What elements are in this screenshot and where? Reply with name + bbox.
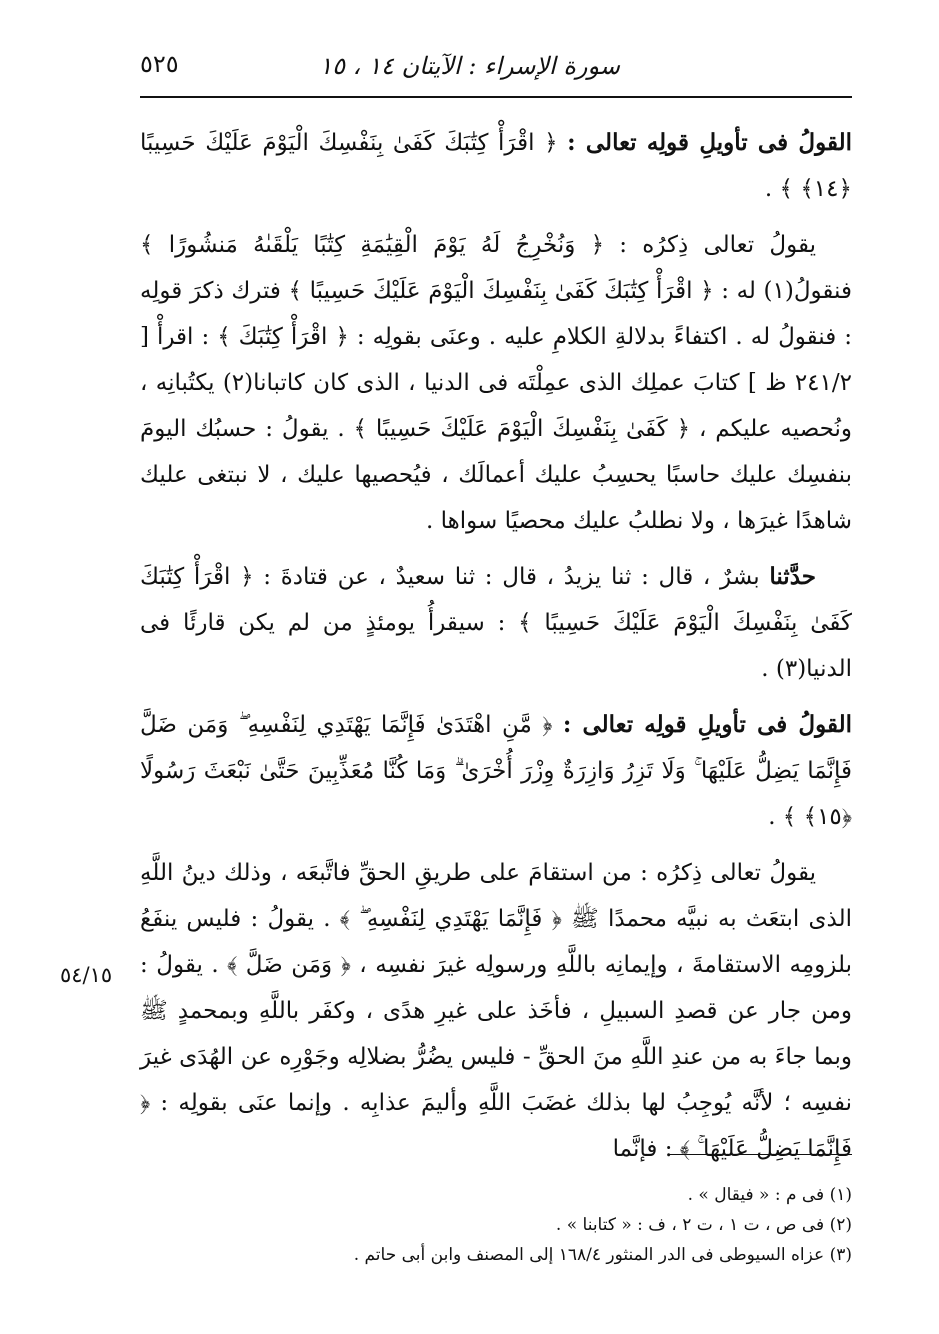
paragraph-text: ﴿ اقْرَأْ كِتَٰبَكَ كَفَىٰ بِنَفْسِكَ الْيَوْمَ عَلَيْكَ حَسِيبًا ﴿١٤﴾ ﴾ . [140, 130, 852, 202]
commentary-paragraph-2 [140, 850, 852, 1172]
paragraph-text: ﴿ مَّنِ اهْتَدَىٰ فَإِنَّمَا يَهْتَدِي لِنَفْسِهِ ۖ وَمَن ضَلَّ فَإِنَّمَا يَضِلُّ عَلَيْهَا ۚ وَلَا تَزِرُ وَازِرَةٌ وِزْرَ أُخْرَىٰ ۗ وَمَا كُنَّا مُعَذِّبِينَ حَتَّىٰ نَبْعَثَ رَسُولًا ﴿١٥﴾ ﴾ . [140, 712, 853, 830]
section-heading-paragraph-2 [140, 702, 852, 840]
footnote-2: (٢) فى ص ، ت ١ ، ت ٢ ، ف : « كتابنا » . [555, 1215, 852, 1235]
commentary-paragraph-1 [140, 222, 852, 544]
footnote-1: (١) فى م : « فيقال » . [687, 1185, 852, 1205]
narration-lead: حدَّثنا [769, 563, 816, 590]
footnote-3: (٣) عزاه السيوطى فى الدر المنثور ١٦٨/٤ إلى المصنف وابن أبى حاتم . [353, 1245, 852, 1265]
footnote-rule [670, 1154, 852, 1155]
margin-reference: ٥٤/١٥ [60, 963, 113, 987]
section-heading: القولُ فى تأويلِ قولِه تعالى : [562, 711, 852, 738]
header-rule [140, 96, 852, 98]
running-header-title: سورة الإسراء : الآيتان ١٤ ، ١٥ [319, 52, 620, 80]
section-heading-paragraph-1 [140, 120, 852, 212]
page-number: ٥٢٥ [140, 50, 179, 78]
narration-paragraph [140, 554, 852, 692]
main-text [140, 120, 852, 1182]
footnotes [140, 1180, 852, 1270]
paragraph-text: يقولُ تعالى ذِكرُه : ﴿ وَنُخْرِجُ لَهُ يَوْمَ الْقِيَٰمَةِ كِتَٰبًا يَلْقَىٰهُ مَنشُورًا ﴾ فنقولُ(١) له : ﴿ اقْرَأْ كِتَٰبَكَ كَفَىٰ بِنَفْسِكَ الْيَوْمَ عَلَيْكَ حَسِيبًا ﴾ فترك ذكرَ قولِه : فنقولُ له . اكتفاءً بدلالةِ الكلامِ عليه . وعنَى بقولِه : ﴿ اقْرَأْ كِتَٰبَكَ ﴾ : اقرأْ [ ٢٤١/٢ ظ ] كتابَ عملِك الذى عمِلْتَه فى الدنيا ، الذى كان كاتبانا(٢) يكتُبانِه ، ونُحصيه عليكم ، ﴿ كَفَىٰ بِنَفْسِكَ الْيَوْمَ عَلَيْكَ حَسِيبًا ﴾ . يقولُ : حسبُك اليومَ بنفسِك عليك حاسبًا يحسِبُ عليك أعمالَك ، فيُحصيها عليك ، لا نبتغى عليك شاهدًا غيرَها ، ولا نطلبُ عليك محصيًا سواها . [140, 232, 852, 534]
paragraph-text: يقولُ تعالى ذِكرُه : من استقامَ على طريقِ الحقِّ فاتَّبعَه ، وذلك دينُ اللَّهِ الذى ابتعَث به نبيَّه محمدًا ﷺ ﴿ فَإِنَّمَا يَهْتَدِي لِنَفْسِهِ ۖ ﴾ . يقولُ : فليس ينفَعُ بلزومِه الاستقامةَ ، وإيمانِه باللَّهِ ورسولِه غيرَ نفسِه ، ﴿ وَمَن ضَلَّ ﴾ . يقولُ : ومن جار عن قصدِ السبيلِ ، فأخَذ على غيرِ هدًى ، وكفَر باللَّهِ وبمحمدٍ ﷺ وبما جاءَ به من عندِ اللَّهِ منَ الحقِّ - فليس يضُرُّ بضلالِه وجَوْرِه عن الهُدَى غيرَ نفسِه ؛ لأنَّه يُوجِبُ لها بذلك غضَبَ اللَّهِ وأليمَ عذابِه . وإنما عنَى بقولِه : ﴿ فَإِنَّمَا يَضِلُّ عَلَيْهَا ۚ ﴾ : فإنَّما [140, 860, 852, 1162]
section-heading: القولُ فى تأويلِ قولِه تعالى : [567, 129, 852, 156]
paragraph-text: بشرٌ ، قال : ثنا يزيدُ ، قال : ثنا سعيدٌ ، عن قتادةَ : ﴿ اقْرَأْ كِتَٰبَكَ كَفَىٰ بِنَفْسِكَ الْيَوْمَ عَلَيْكَ حَسِيبًا ﴾ : سيقرأُ يومئذٍ من لم يكن قارئًا فى الدنيا(٣) . [140, 564, 852, 682]
